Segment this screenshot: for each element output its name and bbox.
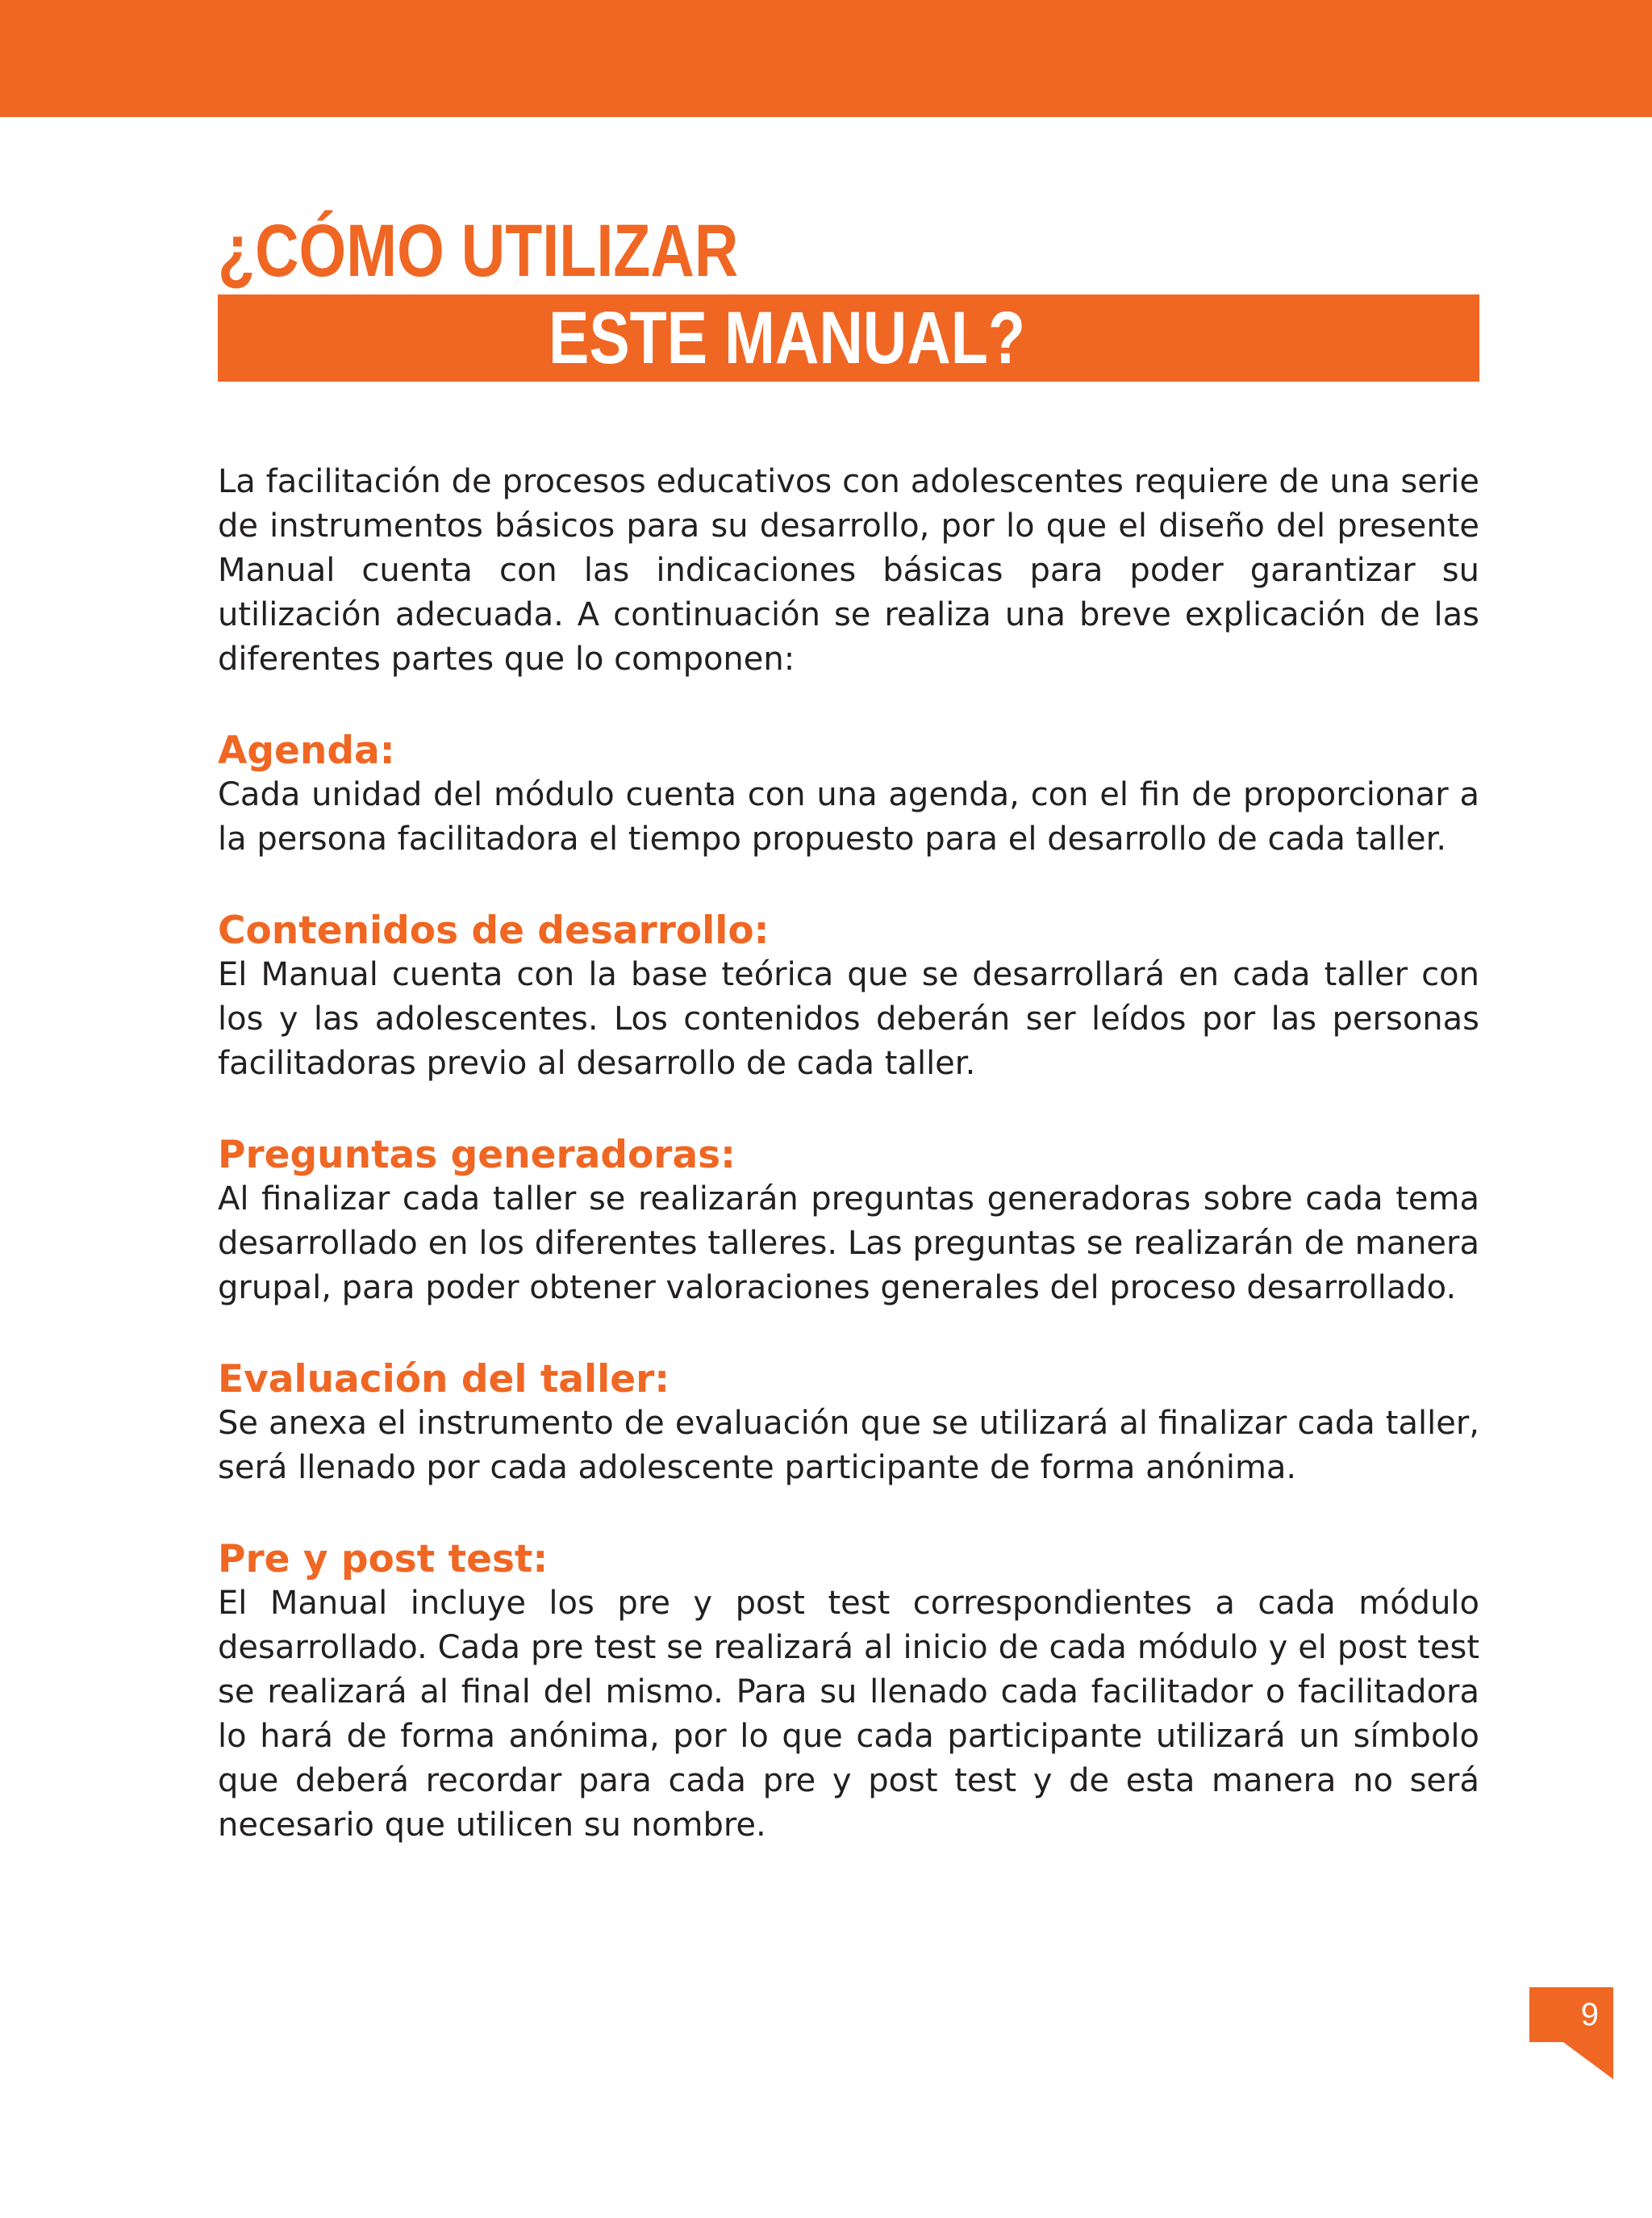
title-line-1: ¿CÓMO UTILIZAR: [218, 210, 739, 292]
section-text: Se anexa el instrumento de evaluación que se utilizará al finalizar cada taller, será llenado por cada adolescente participante de forma anónima.: [218, 1405, 1479, 1486]
section-text: Al finalizar cada taller se realizarán preguntas generadoras sobre cada tema desarrollado en los diferentes talleres. Las preguntas se realizarán de manera grupal, para poder obtener valoraciones generales del proceso desarrollado.: [218, 1180, 1479, 1306]
page-number-badge: 9: [1529, 1987, 1613, 2042]
main-content: [218, 460, 1479, 1848]
section-evaluacion: [218, 1357, 1479, 1490]
page-badge-tail: [1563, 2042, 1613, 2079]
header-band: [0, 0, 1652, 117]
intro-paragraph: La facilitación de procesos educativos con adolescentes requiere de una serie de instrumentos básicos para su desarrollo, por lo que el diseño del presente Manual cuenta con las indicaciones básicas para poder garantizar su utilización adecuada. A continuación se realiza una breve explicación de las diferentes partes que lo componen:: [218, 463, 1479, 678]
section-preguntas: [218, 1133, 1479, 1310]
section-heading: Pre y post test:: [218, 1537, 549, 1581]
section-heading: Preguntas generadoras:: [218, 1133, 736, 1177]
section-contenidos: [218, 909, 1479, 1086]
section-text: El Manual incluye los pre y post test correspondientes a cada módulo desarrollado. Cada pre test se realizará al inicio de cada módulo y el post test se realizará al final del mismo. Para su llenado cada facilitador o facilitadora lo hará de forma anónima, por lo que cada participante utilizará un símbolo que deberá recordar para cada pre y post test y de esta manera no será necesario que utilicen su nombre.: [218, 1585, 1479, 1844]
section-pre-post-test: [218, 1537, 1479, 1848]
title-line-2: ESTE MANUAL?: [549, 297, 1025, 379]
page-title: [218, 210, 1479, 383]
section-text: El Manual cuenta con la base teórica que se desarrollará en cada taller con los y las adolescentes. Los contenidos deberán ser leídos por las personas facilitadoras previo al desarrollo de cada taller.: [218, 956, 1479, 1082]
section-heading: Agenda:: [218, 729, 395, 773]
section-heading: Evaluación del taller:: [218, 1357, 670, 1401]
section-text: Cada unidad del módulo cuenta con una agenda, con el fin de proporcionar a la persona facilitadora el tiempo propuesto para el desarrollo de cada taller.: [218, 776, 1479, 858]
section-heading: Contenidos de desarrollo:: [218, 909, 770, 953]
section-agenda: [218, 729, 1479, 862]
